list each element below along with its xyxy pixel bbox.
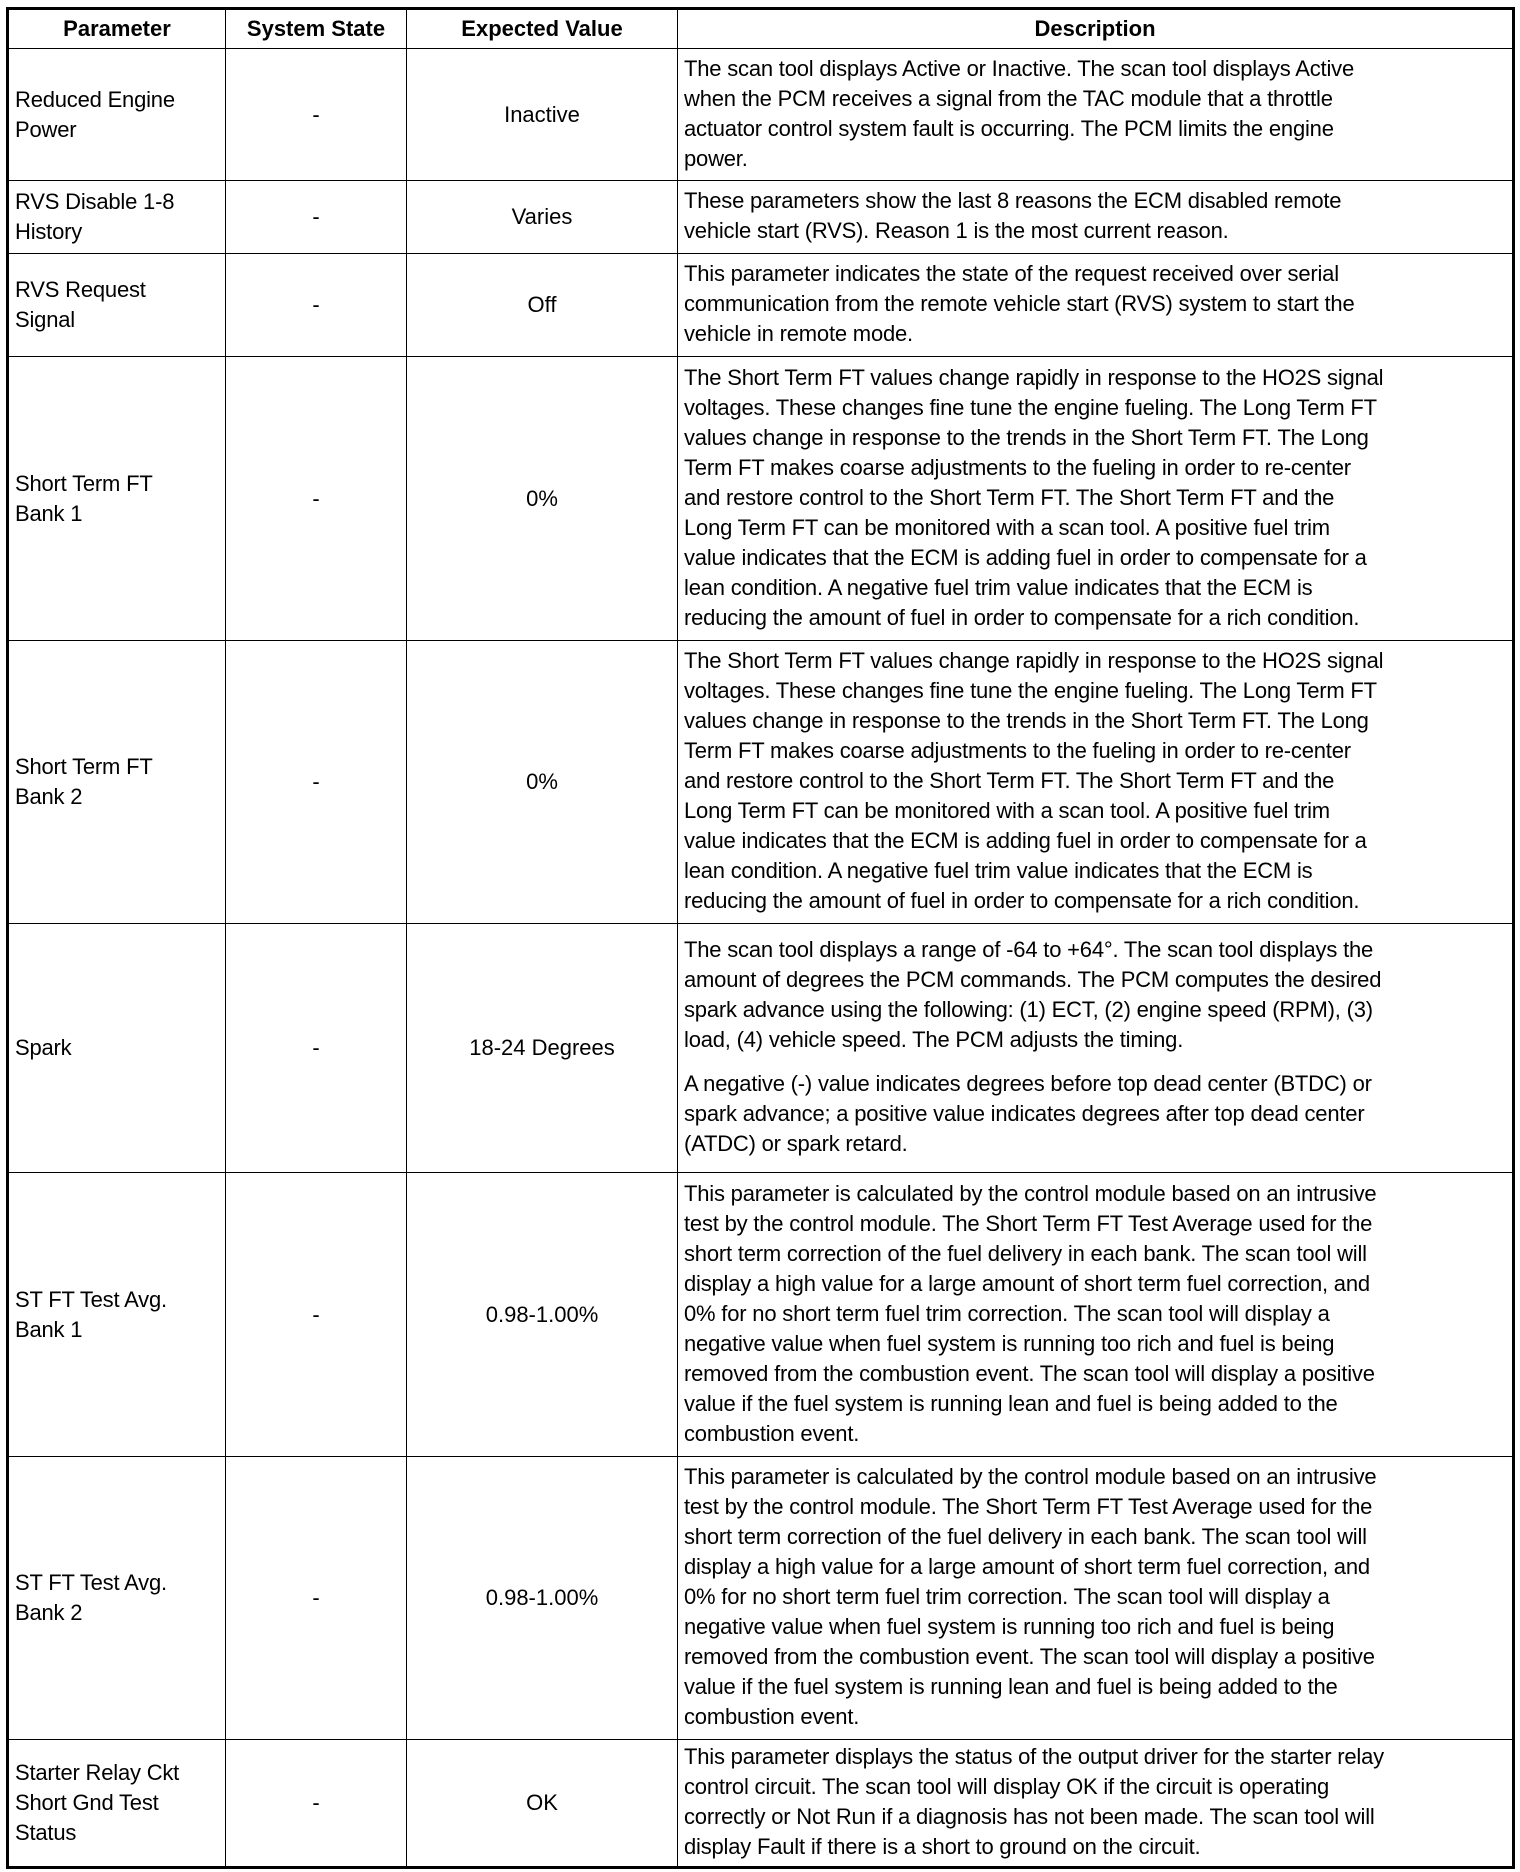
system-state-cell: -	[226, 924, 407, 1173]
header-description: Description	[678, 9, 1514, 49]
description-line: This parameter indicates the state of the request received over serial	[684, 261, 1339, 286]
parameter-line: Bank 2	[15, 784, 83, 809]
table-row	[8, 924, 1514, 1173]
description-line: display Fault if there is a short to ground on the circuit.	[684, 1834, 1201, 1859]
description-line: spark advance; a positive value indicates degrees after top dead center	[684, 1101, 1365, 1126]
system-state-cell: -	[226, 254, 407, 357]
header-row	[8, 9, 1514, 49]
expected-value-cell: Inactive	[407, 49, 678, 181]
table-row	[8, 1457, 1514, 1740]
expected-value-cell: 0.98-1.00%	[407, 1457, 678, 1740]
description-paragraph	[684, 1179, 1507, 1449]
parameter-cell	[8, 49, 226, 181]
table-row	[8, 1740, 1514, 1868]
description-cell	[678, 1740, 1514, 1868]
table-row	[8, 1173, 1514, 1457]
description-line: lean condition. A negative fuel trim value indicates that the ECM is	[684, 858, 1313, 883]
parameter-line: Short Term FT	[15, 470, 153, 496]
parameter-line: RVS Request	[15, 277, 146, 302]
description-line: A negative (-) value indicates degrees before top dead center (BTDC) or	[684, 1071, 1372, 1096]
description-paragraph	[684, 1069, 1507, 1159]
expected-value-cell: 18-24 Degrees	[407, 924, 678, 1173]
description-line: value indicates that the ECM is adding fuel in order to compensate for a	[684, 544, 1367, 570]
description-line: The Short Term FT values change rapidly in response to the HO2S signal	[684, 364, 1384, 390]
description-line: value indicates that the ECM is adding fuel in order to compensate for a	[684, 828, 1367, 853]
description-line: This parameter displays the status of the output driver for the starter relay	[684, 1744, 1384, 1769]
description-line: voltages. These changes fine tune the engine fueling. The Long Term FT	[684, 394, 1377, 420]
description-cell	[678, 181, 1514, 254]
table-row	[8, 181, 1514, 254]
table-row	[8, 49, 1514, 181]
description-paragraph	[684, 54, 1507, 174]
description-cell	[678, 357, 1514, 641]
parameter-line: Starter Relay Ckt	[15, 1760, 180, 1785]
description-line: and restore control to the Short Term FT. The Short Term FT and the	[684, 768, 1335, 793]
expected-value-cell: Off	[407, 254, 678, 357]
description-cell	[678, 1457, 1514, 1740]
parameter-cell	[8, 357, 226, 641]
description-line: (ATDC) or spark retard.	[684, 1131, 908, 1156]
description-line: value if the fuel system is running lean and fuel is being added to the	[684, 1674, 1338, 1699]
description-paragraph	[684, 186, 1507, 246]
expected-value-cell: Varies	[407, 181, 678, 254]
description-line: value if the fuel system is running lean and fuel is being added to the	[684, 1390, 1338, 1416]
system-state-cell: -	[226, 49, 407, 181]
parameter-line: ST FT Test Avg.	[15, 1570, 167, 1595]
description-cell	[678, 49, 1514, 181]
description-line: These parameters show the last 8 reasons the ECM disabled remote	[684, 188, 1342, 213]
description-line: communication from the remote vehicle start (RVS) system to start the	[684, 291, 1355, 316]
description-paragraph	[684, 363, 1507, 633]
parameter-line: Status	[15, 1820, 77, 1845]
parameter-line: Signal	[15, 307, 75, 332]
description-line: test by the control module. The Short Term FT Test Average used for the	[684, 1210, 1373, 1236]
description-line: spark advance using the following: (1) ECT, (2) engine speed (RPM), (3)	[684, 997, 1373, 1022]
description-line: The scan tool displays Active or Inactive. The scan tool displays Active	[684, 55, 1354, 81]
parameter-table	[6, 7, 1515, 1869]
parameter-line: Short Gnd Test	[15, 1790, 159, 1815]
system-state-cell: -	[226, 181, 407, 254]
description-line: vehicle start (RVS). Reason 1 is the most current reason.	[684, 218, 1229, 243]
description-line: when the PCM receives a signal from the TAC module that a throttle	[684, 85, 1333, 111]
parameter-cell	[8, 1457, 226, 1740]
parameter-line: Bank 1	[15, 1316, 83, 1342]
description-line: Term FT makes coarse adjustments to the fueling in order to re-center	[684, 738, 1351, 763]
description-line: This parameter is calculated by the control module based on an intrusive	[684, 1464, 1377, 1489]
parameter-cell	[8, 1740, 226, 1868]
description-line: reducing the amount of fuel in order to compensate for a rich condition.	[684, 604, 1360, 630]
parameter-line: Spark	[15, 1035, 72, 1060]
description-line: actuator control system fault is occurring. The PCM limits the engine	[684, 115, 1334, 141]
description-cell	[678, 641, 1514, 924]
description-line: The Short Term FT values change rapidly in response to the HO2S signal	[684, 648, 1384, 673]
description-line: negative value when fuel system is running too rich and fuel is being	[684, 1614, 1335, 1639]
description-line: load, (4) vehicle speed. The PCM adjusts the timing.	[684, 1027, 1184, 1052]
header-parameter: Parameter	[8, 9, 226, 49]
expected-value-cell: 0.98-1.00%	[407, 1173, 678, 1457]
description-line: This parameter is calculated by the control module based on an intrusive	[684, 1180, 1377, 1206]
description-line: power.	[684, 145, 748, 171]
description-line: combustion event.	[684, 1420, 860, 1446]
table-row	[8, 254, 1514, 357]
description-line: and restore control to the Short Term FT. The Short Term FT and the	[684, 484, 1335, 510]
description-line: Long Term FT can be monitored with a scan tool. A positive fuel trim	[684, 798, 1330, 823]
parameter-line: Bank 2	[15, 1600, 83, 1625]
system-state-cell: -	[226, 357, 407, 641]
description-paragraph	[684, 259, 1507, 349]
description-line: removed from the combustion event. The scan tool will display a positive	[684, 1360, 1375, 1386]
description-paragraph	[684, 646, 1507, 916]
parameter-line: RVS Disable 1-8	[15, 189, 175, 214]
description-line: amount of degrees the PCM commands. The PCM computes the desired	[684, 967, 1382, 992]
description-line: combustion event.	[684, 1704, 860, 1729]
description-line: display a high value for a large amount of short term fuel correction, and	[684, 1270, 1370, 1296]
description-line: removed from the combustion event. The scan tool will display a positive	[684, 1644, 1375, 1669]
description-line: correctly or Not Run if a diagnosis has not been made. The scan tool will	[684, 1804, 1375, 1829]
system-state-cell: -	[226, 641, 407, 924]
expected-value-cell: OK	[407, 1740, 678, 1868]
description-line: control circuit. The scan tool will display OK if the circuit is operating	[684, 1774, 1330, 1799]
description-cell	[678, 924, 1514, 1173]
description-line: vehicle in remote mode.	[684, 321, 913, 346]
parameter-line: History	[15, 219, 83, 244]
parameter-cell	[8, 924, 226, 1173]
description-line: negative value when fuel system is running too rich and fuel is being	[684, 1330, 1335, 1356]
description-cell	[678, 254, 1514, 357]
parameter-cell	[8, 1173, 226, 1457]
table-row	[8, 357, 1514, 641]
description-line: values change in response to the trends in the Short Term FT. The Long	[684, 424, 1369, 450]
expected-value-cell: 0%	[407, 357, 678, 641]
description-line: display a high value for a large amount of short term fuel correction, and	[684, 1554, 1370, 1579]
parameter-line: Power	[15, 116, 77, 142]
parameter-cell	[8, 641, 226, 924]
description-line: 0% for no short term fuel trim correction. The scan tool will display a	[684, 1300, 1330, 1326]
description-cell	[678, 1173, 1514, 1457]
description-line: Term FT makes coarse adjustments to the fueling in order to re-center	[684, 454, 1351, 480]
expected-value-cell: 0%	[407, 641, 678, 924]
description-line: values change in response to the trends in the Short Term FT. The Long	[684, 708, 1369, 733]
description-line: reducing the amount of fuel in order to compensate for a rich condition.	[684, 888, 1360, 913]
description-line: short term correction of the fuel delivery in each bank. The scan tool will	[684, 1524, 1367, 1549]
table-row	[8, 641, 1514, 924]
description-line: test by the control module. The Short Term FT Test Average used for the	[684, 1494, 1373, 1519]
description-line: voltages. These changes fine tune the engine fueling. The Long Term FT	[684, 678, 1377, 703]
parameter-cell	[8, 254, 226, 357]
parameter-line: Short Term FT	[15, 754, 153, 779]
description-paragraph	[684, 1462, 1507, 1732]
system-state-cell: -	[226, 1457, 407, 1740]
description-paragraph	[684, 935, 1507, 1055]
parameter-line: Bank 1	[15, 500, 83, 526]
parameter-line: ST FT Test Avg.	[15, 1286, 167, 1312]
system-state-cell: -	[226, 1173, 407, 1457]
description-line: The scan tool displays a range of -64 to +64°. The scan tool displays the	[684, 937, 1374, 962]
description-line: lean condition. A negative fuel trim value indicates that the ECM is	[684, 574, 1313, 600]
parameter-cell	[8, 181, 226, 254]
description-line: Long Term FT can be monitored with a scan tool. A positive fuel trim	[684, 514, 1330, 540]
parameter-line: Reduced Engine	[15, 86, 175, 112]
header-expected-value: Expected Value	[407, 9, 678, 49]
system-state-cell: -	[226, 1740, 407, 1868]
description-paragraph	[684, 1742, 1507, 1862]
description-line: 0% for no short term fuel trim correction. The scan tool will display a	[684, 1584, 1330, 1609]
description-line: short term correction of the fuel delivery in each bank. The scan tool will	[684, 1240, 1367, 1266]
header-system-state: System State	[226, 9, 407, 49]
